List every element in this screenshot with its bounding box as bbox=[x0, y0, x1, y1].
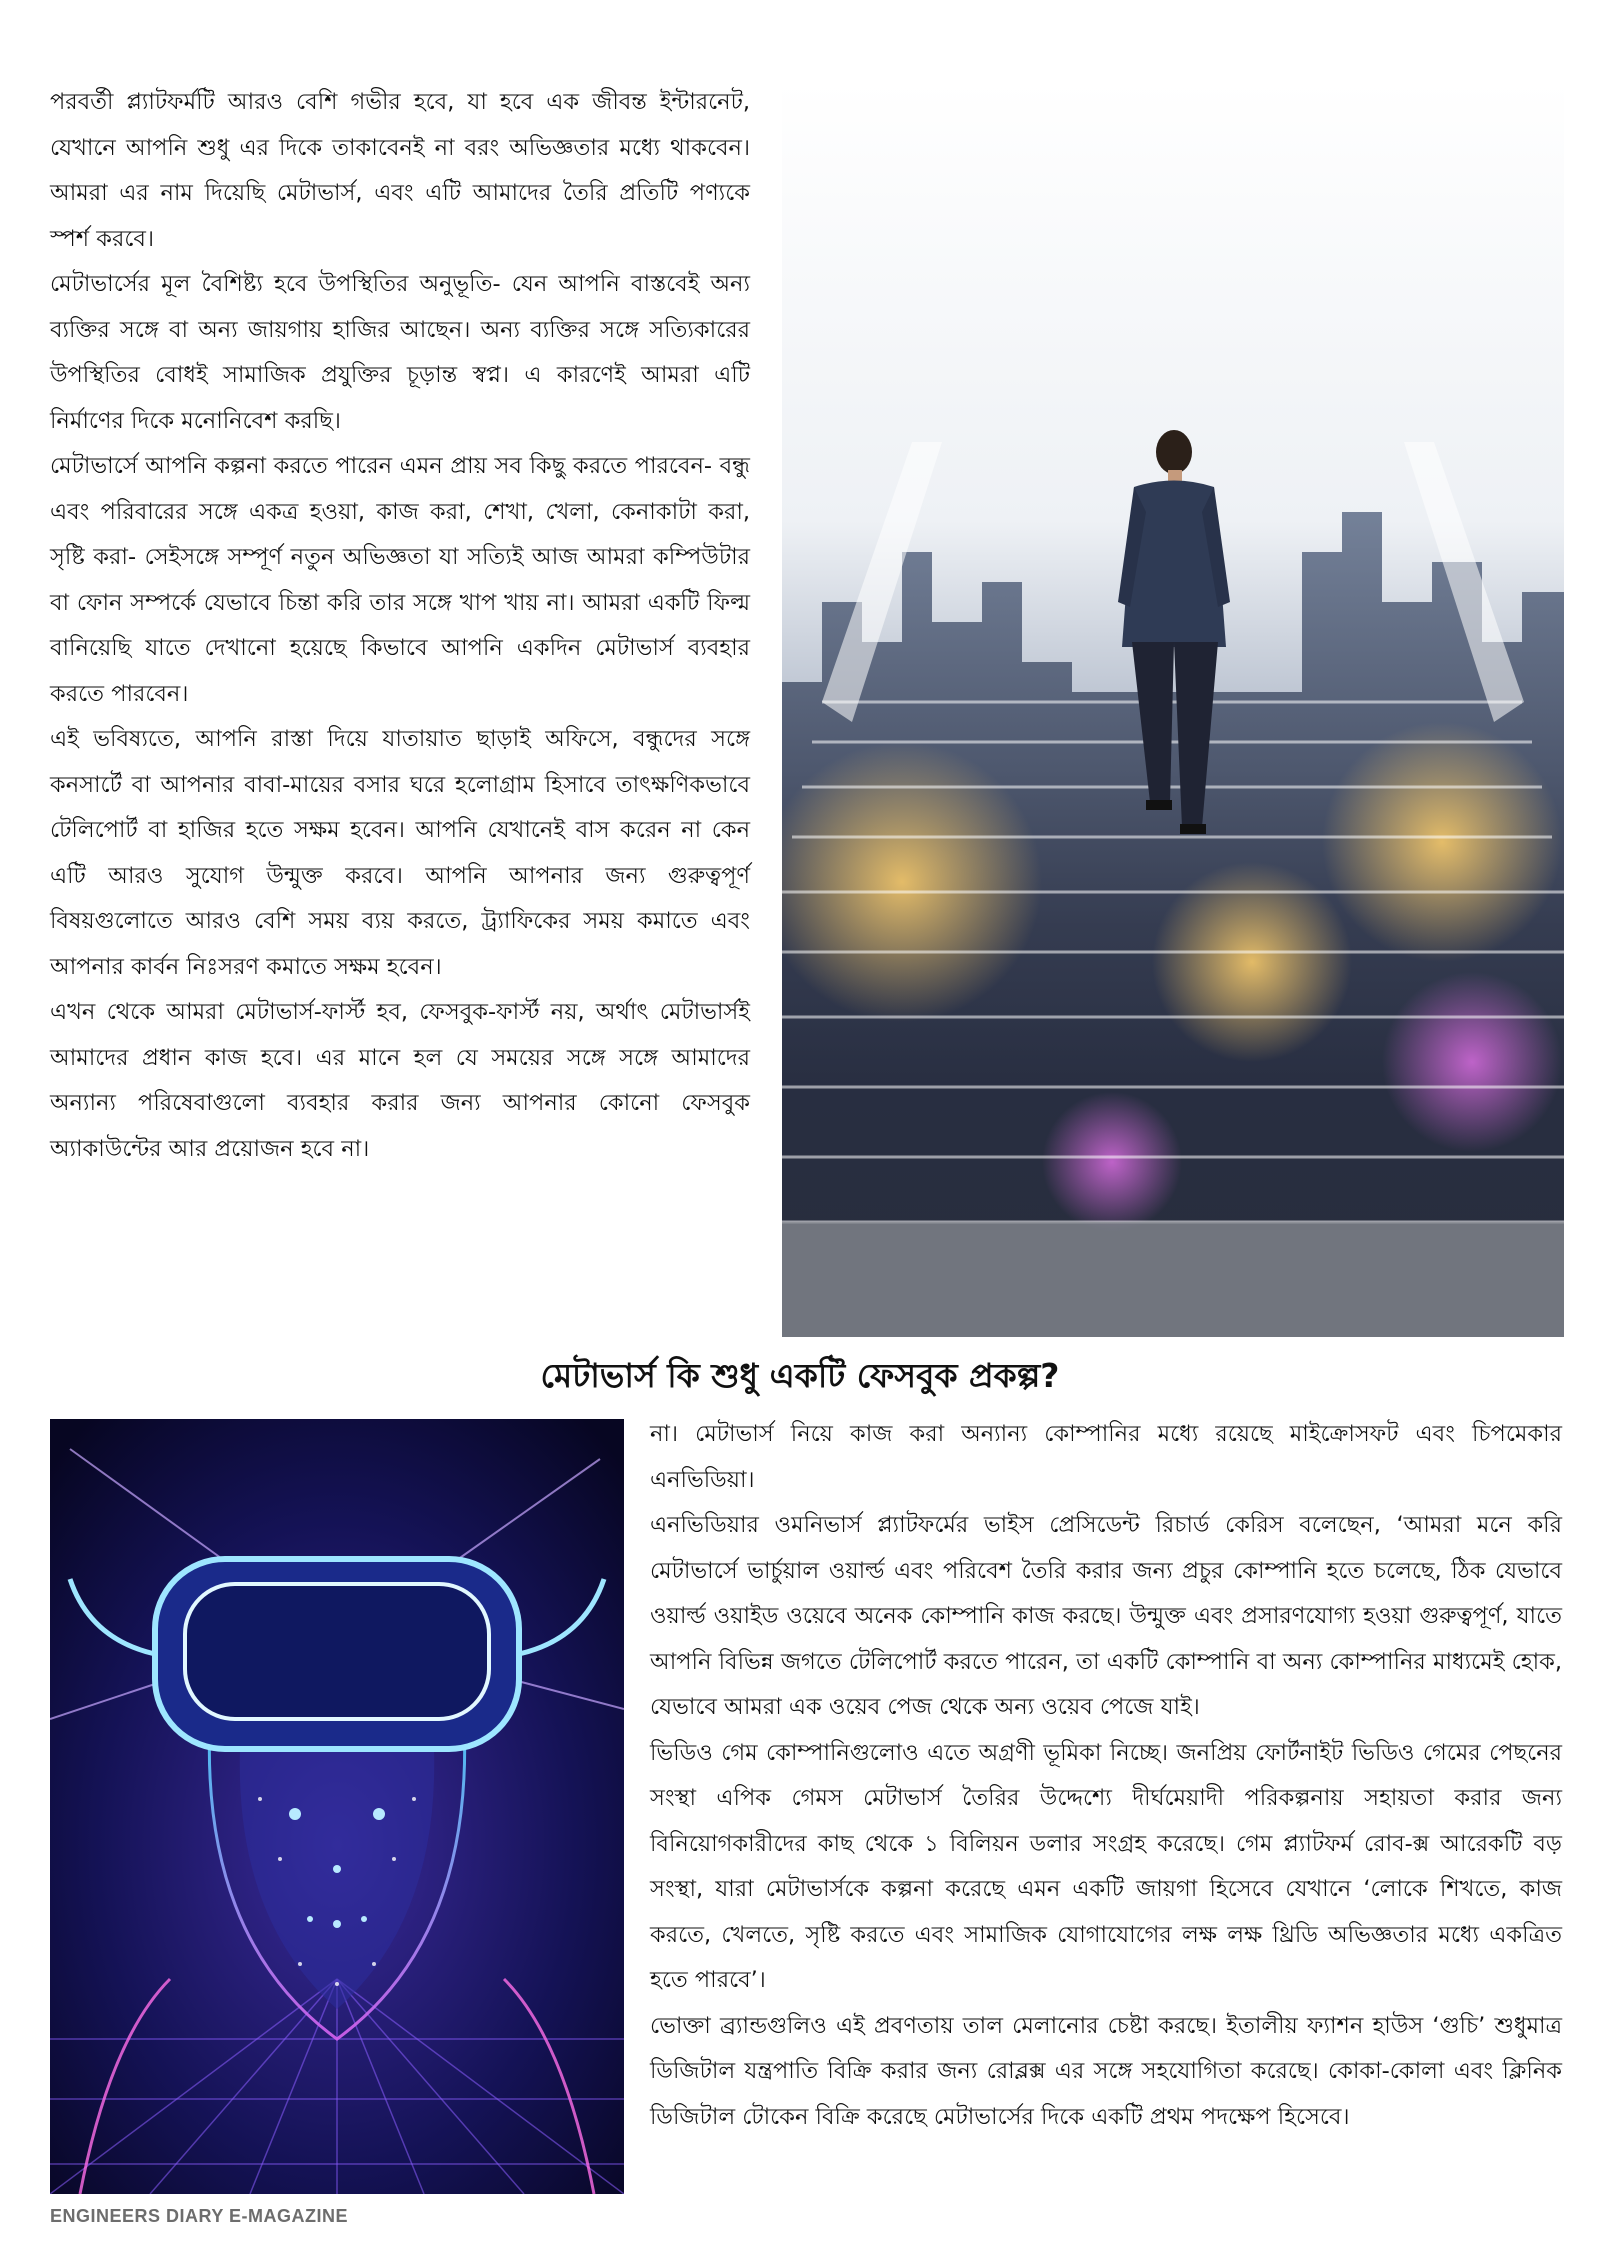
paragraph: এখন থেকে আমরা মেটাভার্স-ফার্স্ট হব, ফেসবুক-ফার্স্ট নয়, অর্থাৎ মেটাভার্সই আমাদের প্রধান কাজ হবে। এর মানে হল যে সময়ের সঙ্গে সঙ্গে আমাদের অন্যান্য পরিষেবাগুলো ব্যবহার করার জন্য আপনার কোনো ফেসবুক অ্যাকাউন্টের আর প্রয়োজন হবে না। bbox=[50, 999, 750, 1162]
paragraph: এনভিডিয়ার ওমনিভার্স প্ল্যাটফর্মের ভাইস প্রেসিডেন্ট রিচার্ড কেরিস বলেছেন, ‘আমরা মনে করি মেটাভার্সে ভার্চুয়াল ওয়ার্ল্ড এবং পরিবেশ তৈরি করার জন্য প্রচুর কোম্পানি হতে চলেছে, ঠিক যেভাবে ওয়ার্ল্ড ওয়াইড ওয়েবে অনেক কোম্পানি কাজ করছে। উন্মুক্ত এবং প্রসারণযোগ্য হওয়া গুরুত্বপূর্ণ, যাতে আপনি বিভিন্ন জগতে টেলিপোর্ট করতে পারেন, তা একটি কোম্পানি বা অন্য কোম্পানির মাধ্যমেই হোক, যেভাবে আমরা এক ওয়েব পেজ থেকে অন্য ওয়েব পেজে যাই। bbox=[650, 1512, 1562, 1720]
paragraph: ভোক্তা ব্র্যান্ডগুলিও এই প্রবণতায় তাল মেলানোর চেষ্টা করছে। ইতালীয় ফ্যাশন হাউস ‘গুচি’ শুধুমাত্র ডিজিটাল যন্ত্রপাতি বিক্রি করার জন্য রোব্লক্স এর সঙ্গে সহযোগিতা করেছে। কোকা-কোলা এবং ক্লিনিক ডিজিটাল টোকেন বিক্রি করেছে মেটাভার্সের দিকে একটি প্রথম পদক্ষেপ হিসেবে। bbox=[650, 2012, 1562, 2130]
vr-headset-wireframe-image bbox=[50, 1419, 624, 2194]
paragraph: এই ভবিষ্যতে, আপনি রাস্তা দিয়ে যাতায়াত ছাড়াই অফিসে, বন্ধুদের সঙ্গে কনসার্টে বা আপনার বাবা-মায়ের বসার ঘরে হলোগ্রাম হিসাবে তাৎক্ষণিকভাবে টেলিপোর্ট বা হাজির হতে সক্ষম হবেন। আপনি যেখানেই বাস করেন না কেন এটি আরও সুযোগ উন্মুক্ত করবে। আপনি আপনার জন্য গুরুত্বপূর্ণ বিষয়গুলোতে আরও বেশি সময় ব্যয় করতে, ট্র্যাফিকের সময় কমাতে এবং আপনার কার্বন নিঃসরণ কমাতে সক্ষম হবেন। bbox=[50, 726, 750, 980]
paragraph: না। মেটাভার্স নিয়ে কাজ করা অন্যান্য কোম্পানির মধ্যে রয়েছে মাইক্রোসফট এবং চিপমেকার এনভিডিয়া। bbox=[650, 1421, 1562, 1493]
paragraph: মেটাভার্সে আপনি কল্পনা করতে পারেন এমন প্রায় সব কিছু করতে পারবেন- বন্ধু এবং পরিবারের সঙ্গে একত্র হওয়া, কাজ করা, শেখা, খেলা, কেনাকাটা করা, সৃষ্টি করা- সেইসঙ্গে সম্পূর্ণ নতুন অভিজ্ঞতা যা সত্যিই আজ আমরা কম্পিউটার বা ফোন সম্পর্কে যেভাবে চিন্তা করি তার সঙ্গে খাপ খায় না। আমরা একটি ফিল্ম বানিয়েছি যাতে দেখানো হয়েছে কিভাবে আপনি একদিন মেটাভার্স ব্যবহার করতে পারবেন। bbox=[50, 453, 750, 707]
paragraph: পরবর্তী প্ল্যাটফর্মটি আরও বেশি গভীর হবে, যা হবে এক জীবন্ত ইন্টারনেট, যেখানে আপনি শুধু এর দিকে তাকাবেনই না বরং অভিজ্ঞতার মধ্যে থাকবেন। আমরা এর নাম দিয়েছি মেটাভার্স, এবং এটি আমাদের তৈরি প্রতিটি পণ্যকে স্পর্শ করবে। bbox=[50, 89, 750, 252]
paragraph: ভিডিও গেম কোম্পানিগুলোও এতে অগ্রণী ভূমিকা নিচ্ছে। জনপ্রিয় ফোর্টনাইট ভিডিও গেমের পেছনের সংস্থা এপিক গেমস মেটাভার্স তৈরির উদ্দেশ্যে দীর্ঘমেয়াদী পরিকল্পনায় সহায়তা করার জন্য বিনিয়োগকারীদের কাছ থেকে ১ বিলিয়ন ডলার সংগ্রহ করেছে। গেম প্ল্যাটফর্ম রোব-ক্স আরেকটি বড় সংস্থা, যারা মেটাভার্সকে কল্পনা করেছে এমন একটি জায়গা হিসেবে যেখানে ‘লোকে শিখতে, কাজ করতে, খেলতে, সৃষ্টি করতে এবং সামাজিক যোগাযোগের লক্ষ লক্ষ থ্রিডি অভিজ্ঞতার মধ্যে একত্রিত হতে পারবে’। bbox=[650, 1739, 1562, 1993]
right-article-column bbox=[650, 1412, 1562, 2140]
left-article-column bbox=[50, 80, 750, 1172]
footer-magazine-name: ENGINEERS DIARY E-MAGAZINE bbox=[50, 2206, 349, 2226]
section-title: মেটাভার্স কি শুধু একটি ফেসবুক প্রকল্প? bbox=[540, 1356, 1060, 1395]
businessman-stairs-city-image bbox=[782, 82, 1564, 1337]
paragraph: মেটাভার্সের মূল বৈশিষ্ট্য হবে উপস্থিতির অনুভূতি- যেন আপনি বাস্তবেই অন্য ব্যক্তির সঙ্গে বা অন্য জায়গায় হাজির আছেন। অন্য ব্যক্তির সঙ্গে সত্যিকারের উপস্থিতির বোধই সামাজিক প্রযুক্তির চূড়ান্ত স্বপ্ন। এ কারণেই আমরা এটি নির্মাণের দিকে মনোনিবেশ করছি। bbox=[50, 271, 750, 434]
